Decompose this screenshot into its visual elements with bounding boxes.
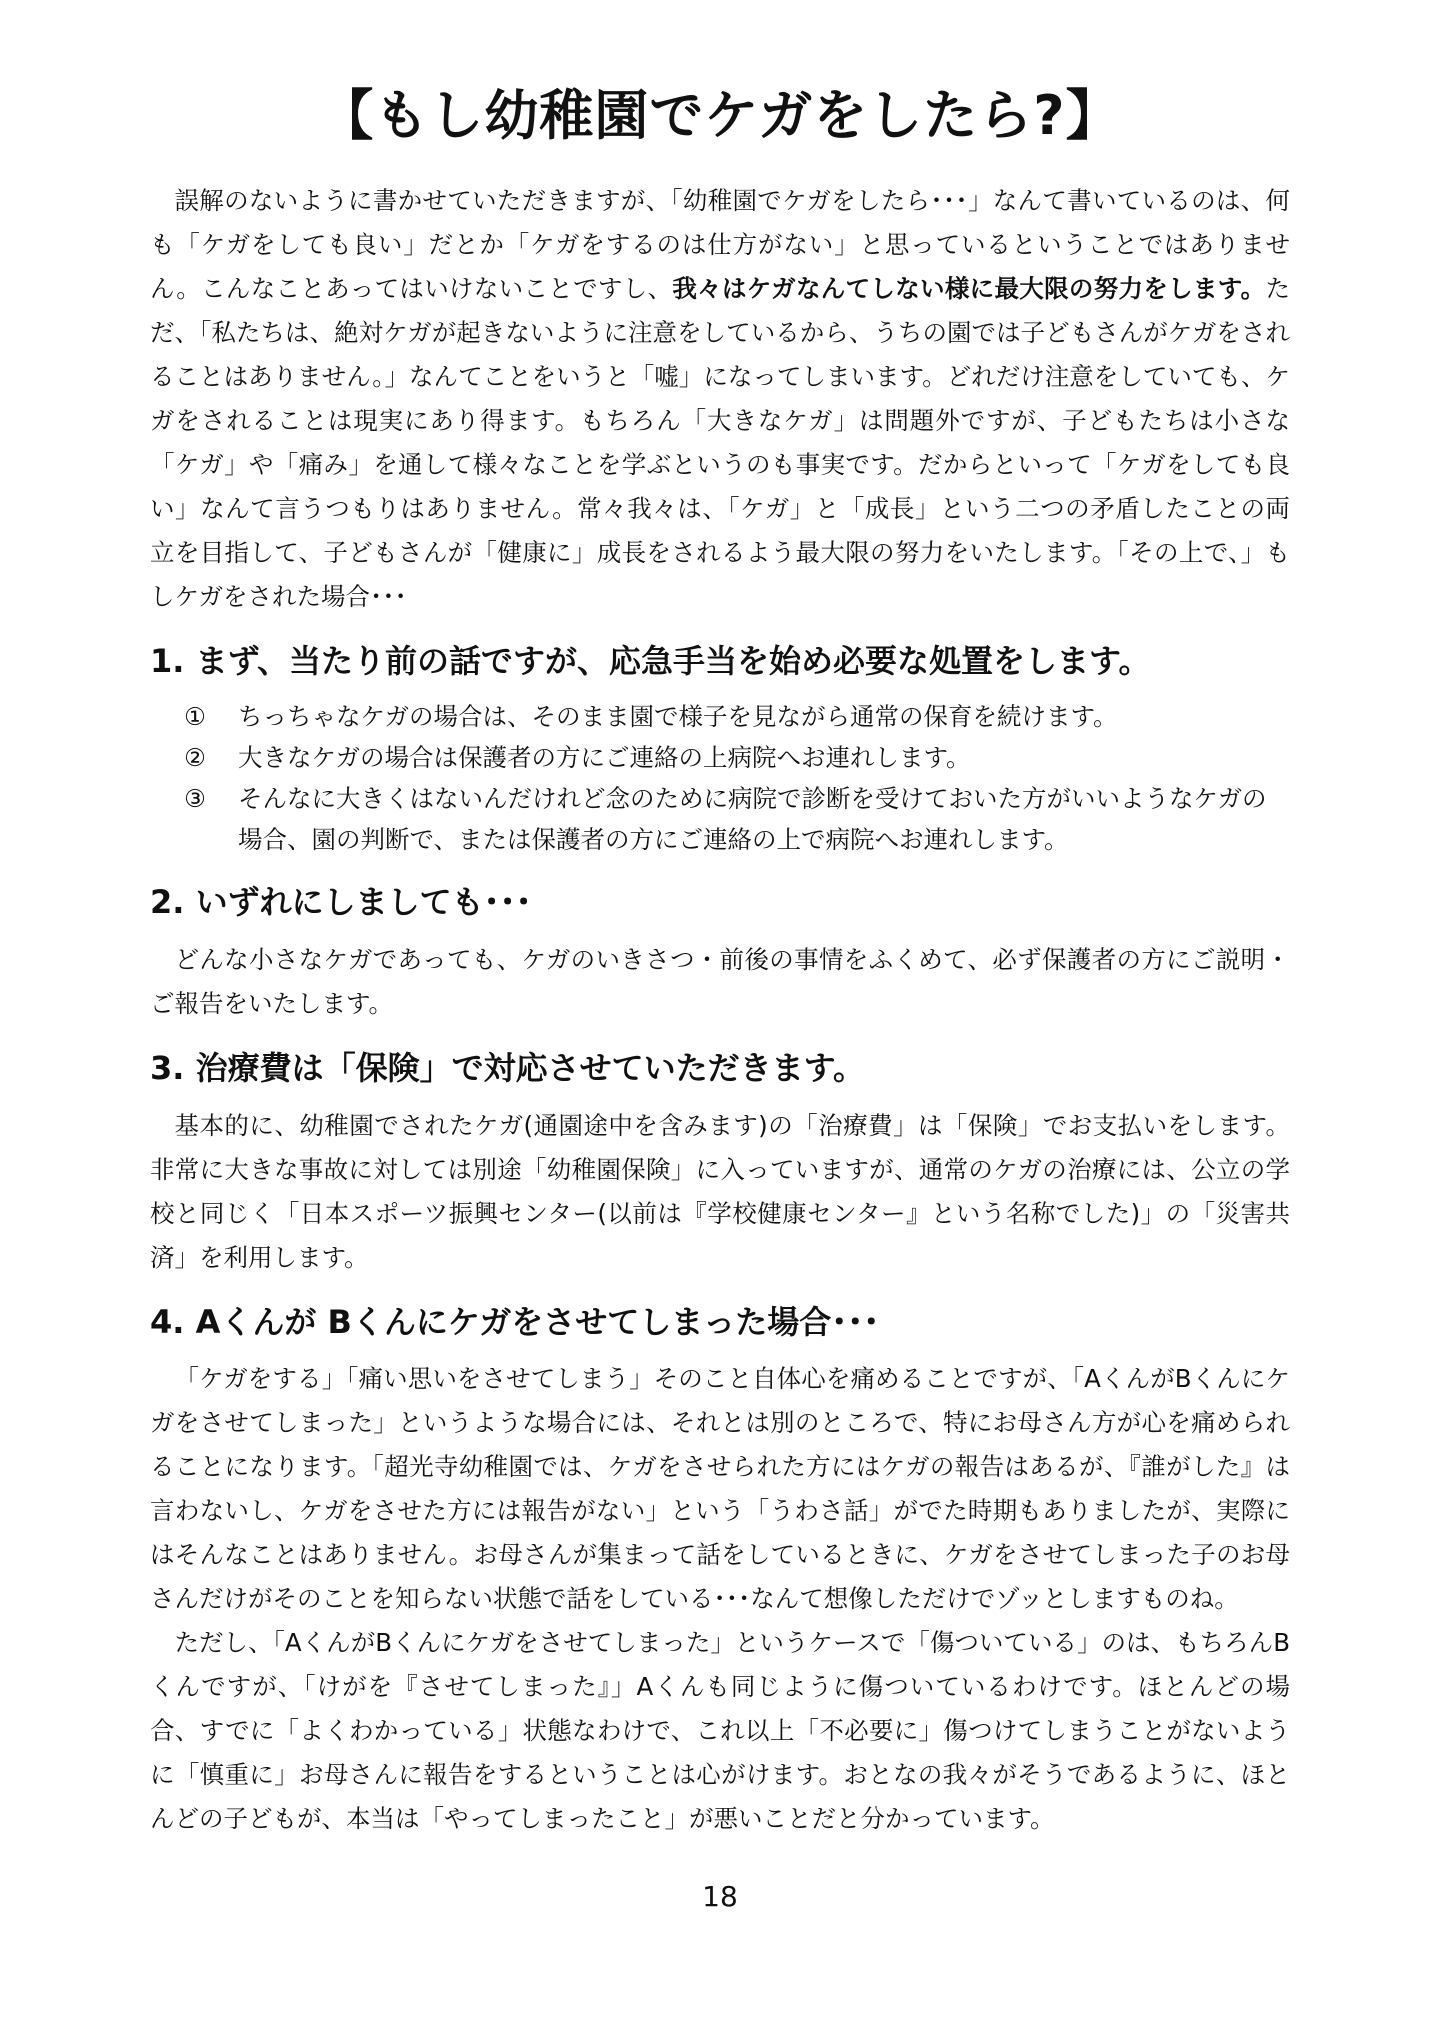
section-2-heading: 2. いずれにしましても･･･ (150, 883, 532, 922)
section-2-body: どんな小さなケガであっても、ケガのいきさつ・前後の事情をふくめて、必ず保護者の方にご説明・ご報告をいたします。 (150, 944, 1290, 1018)
list-item-text: 大きなケガの場合は保護者の方にご連絡の上病院へお連れします。 (238, 743, 971, 773)
section-3-body: 基本的に、幼稚園でされたケガ(通園途中を含みます)の「治療費」は「保険」でお支払いをします。非常に大きな事故に対しては別途「幼稚園保険」に入っていますが、通常のケガの治療には、公立の学校と同じく「日本スポーツ振興センター(以前は『学校健康センター』という名称でした)」の「災害共済」を利用します。 (150, 1110, 1290, 1272)
section-1-heading: 1. まず、当たり前の話ですが、応急手当を始め必要な処置をします。 (150, 641, 1151, 680)
intro-paragraph (150, 179, 1290, 619)
section-first-aid (150, 641, 1290, 861)
intro-text-before: 誤解のないように書かせていただきますが、「幼稚園でケガをしたら･･･」なんて書いているのは、何も「ケガをしても良い」だとか「ケガをするのは仕方がない」と思っているということではありません。こんなことあってはいけないことですし、 (150, 185, 1290, 303)
section-reporting (150, 882, 1290, 1026)
list-item-text: そんなに大きくはないんだけれど念のために病院で診断を受けておいた方がいいようなケガの場合、園の判断で、または保護者の方にご連絡の上で病院へお連れします。 (238, 784, 1267, 855)
section-4-paragraph-2: ただし、「AくんがBくんにケガをさせてしまった」というケースで「傷ついている」のは、もちろんBくんですが、「けがを『させてしまった』」Aくんも同じように傷ついているわけです。ほとんどの場合、すでに「よくわかっている」状態なわけで、これ以上「不必要に」傷つけてしまうことがないように「慎重に」お母さんに報告をするということは心がけます。おとなの我々がそうであるように、ほとんどの子どもが、本当は「やってしまったこと」が悪いことだと分かっています。 (150, 1628, 1290, 1834)
first-aid-list (150, 696, 1290, 860)
intro-text-after: ただ、「私たちは、絶対ケガが起きないように注意をしているから、うちの園では子どもさんがケガをされることはありません。」なんてことをいうと「嘘」になってしまいます。どれだけ注意をしていても、ケガをされることは現実にあり得ます。もちろん「大きなケガ」は問題外ですが、子どもたちは小さな「ケガ」や「痛み」を通して様々なことを学ぶというのも事実です。だからといって「ケガをしても良い」なんて言うつもりはありません。常々我々は、「ケガ」と「成長」という二つの矛盾したことの両立を目指して、子どもさんが「健康に」成長をされるよう最大限の努力をいたします。「その上で、」もしケガをされた場合･･･ (150, 273, 1290, 611)
section-4-paragraph-1: 「ケガをする」「痛い思いをさせてしまう」そのこと自体心を痛めることですが、「AくんがBくんにケガをさせてしまった」というような場合には、それとは別のところで、特にお母さん方が心を痛められることになります。「超光寺幼稚園では、ケガをさせられた方にはケガの報告はあるが、『誰がした』は言わないし、ケガをさせた方には報告がない」という「うわさ話」がでた時期もありましたが、実際にはそんなことはありません。お母さんが集まって話をしているときに、ケガをさせてしまった子のお母さんだけがそのことを知らない状態で話をしている･･･なんて想像しただけでゾッとしますものね。 (150, 1364, 1290, 1614)
list-marker: ③ (184, 784, 206, 814)
list-item-text: ちっちゃなケガの場合は、そのまま園で様子を見ながら通常の保育を続けます。 (238, 702, 1118, 732)
section-injury-between-children (150, 1302, 1290, 1842)
intro-emphasis: 我々はケガなんてしない様に最大限の努力をします。 (672, 273, 1266, 303)
list-item (184, 778, 1290, 860)
page-number: 18 (702, 1880, 738, 1913)
section-insurance (150, 1048, 1290, 1280)
section-3-heading: 3. 治療費は「保険」で対応させていただきます。 (150, 1048, 866, 1087)
list-item (184, 737, 1290, 778)
list-marker: ① (184, 702, 206, 732)
section-4-heading: 4. Aくんが Bくんにケガをさせてしまった場合･･･ (150, 1302, 880, 1341)
page-title: 【もし幼稚園でケガをしたら?】 (319, 84, 1121, 147)
list-marker: ② (184, 743, 206, 773)
list-item (184, 696, 1290, 737)
